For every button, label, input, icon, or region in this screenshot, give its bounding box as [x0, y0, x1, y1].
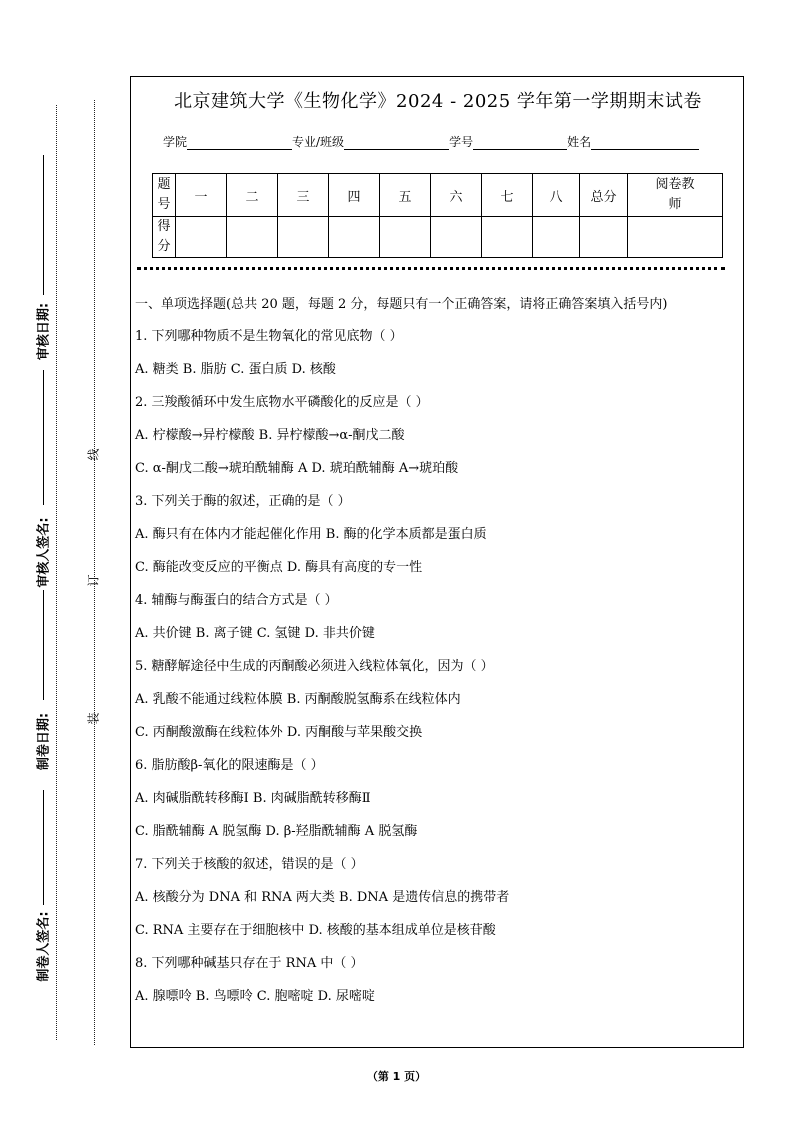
option-line: A. 共价键 B. 离子键 C. 氢键 D. 非共价键 [135, 626, 375, 641]
score-cell[interactable] [533, 217, 580, 258]
column-header: 六 [431, 174, 482, 217]
name-label: 姓名 [567, 135, 592, 149]
column-header: 二 [227, 174, 278, 217]
score-cell[interactable] [380, 217, 431, 258]
total-score-cell[interactable] [580, 217, 628, 258]
name-blank[interactable] [591, 137, 699, 150]
binding-dotted-line-inner [94, 100, 95, 1045]
option-line: A. 核酸分为 DNA 和 RNA 两大类 B. DNA 是遗传信息的携带者 [135, 890, 510, 905]
column-header: 四 [329, 174, 380, 217]
question-number-label: 题号 [153, 174, 176, 217]
paper-maker-signature-blank[interactable] [43, 790, 44, 905]
column-header: 五 [380, 174, 431, 217]
question-content [135, 293, 741, 1018]
student-id-label: 学号 [449, 135, 474, 149]
column-header: 一 [176, 174, 227, 217]
option-line: C. α-酮戊二酸→琥珀酰辅酶 A D. 琥珀酰辅酶 A→琥珀酸 [135, 461, 459, 476]
option-line: A. 乳酸不能通过线粒体膜 B. 丙酮酸脱氢酶系在线粒体内 [135, 692, 461, 707]
option-line: A. 酶只有在体内才能起催化作用 B. 酶的化学本质都是蛋白质 [135, 527, 487, 542]
dotted-separator [137, 267, 725, 270]
student-info-row [163, 133, 699, 150]
score-cell[interactable] [329, 217, 380, 258]
column-header: 三 [278, 174, 329, 217]
option-line: C. 酶能改变反应的平衡点 D. 酶具有高度的专一性 [135, 560, 423, 575]
cut-mark-assemble: 装 [86, 712, 101, 725]
question-line: 7. 下列关于核酸的叙述，错误的是（ ） [135, 857, 364, 872]
review-date-blank[interactable] [43, 155, 44, 295]
option-line: A. 腺嘌呤 B. 鸟嘌呤 C. 胞嘧啶 D. 尿嘧啶 [135, 989, 375, 1004]
paper-date-label: 制卷日期: [36, 712, 52, 771]
option-line: C. 脂酰辅酶 A 脱氢酶 D. β-羟脂酰辅酶 A 脱氢酶 [135, 824, 418, 839]
paper-date-blank[interactable] [43, 590, 44, 700]
option-line: A. 柠檬酸→异柠檬酸 B. 异柠檬酸→α-酮戊二酸 [135, 428, 405, 443]
exam-frame [130, 76, 744, 1048]
score-label: 得分 [153, 217, 176, 258]
grader-header: 阅卷教师 [628, 174, 723, 217]
section-heading: 一、单项选择题(总共 20 题，每题 2 分，每题只有一个正确答案，请将正确答案填入括号内) [135, 297, 668, 312]
college-label: 学院 [163, 135, 188, 149]
question-line: 1. 下列哪种物质不是生物氧化的常见底物（ ） [135, 329, 403, 344]
option-line: A. 糖类 B. 脂肪 C. 蛋白质 D. 核酸 [135, 362, 336, 377]
option-line: C. 丙酮酸激酶在线粒体外 D. 丙酮酸与苹果酸交换 [135, 725, 423, 740]
review-date-label: 审核日期: [36, 302, 52, 361]
student-id-blank[interactable] [473, 137, 567, 150]
column-header: 八 [533, 174, 580, 217]
score-cell[interactable] [431, 217, 482, 258]
score-cell[interactable] [278, 217, 329, 258]
reviewer-signature-label: 审核人签名: [36, 517, 52, 588]
question-line: 3. 下列关于酶的叙述，正确的是（ ） [135, 494, 351, 509]
cut-mark-bind: 订 [86, 574, 101, 587]
page-number: （第 1 页） [366, 1070, 427, 1083]
option-line: C. RNA 主要存在于细胞核中 D. 核酸的基本组成单位是核苷酸 [135, 923, 496, 938]
reviewer-signature-blank[interactable] [43, 370, 44, 505]
college-blank[interactable] [187, 137, 292, 150]
question-line: 4. 辅酶与酶蛋白的结合方式是（ ） [135, 593, 338, 608]
exam-title: 北京建筑大学《生物化学》2024 - 2025 学年第一学期期末试卷 [174, 91, 702, 112]
column-header: 七 [482, 174, 533, 217]
score-table [152, 173, 723, 258]
paper-maker-signature-label: 制卷人签名: [36, 911, 52, 982]
binding-dotted-line-outer [56, 105, 57, 1040]
total-score-header: 总分 [580, 174, 628, 217]
major-class-blank[interactable] [344, 137, 449, 150]
option-line: A. 肉碱脂酰转移酶Ⅰ B. 肉碱脂酰转移酶Ⅱ [135, 791, 371, 806]
score-cell[interactable] [482, 217, 533, 258]
question-line: 6. 脂肪酸β-氧化的限速酶是（ ） [135, 758, 324, 773]
question-line: 2. 三羧酸循环中发生底物水平磷酸化的反应是（ ） [135, 395, 429, 410]
score-cell[interactable] [227, 217, 278, 258]
grader-cell[interactable] [628, 217, 723, 258]
score-cell[interactable] [176, 217, 227, 258]
question-line: 5. 糖酵解途径中生成的丙酮酸必须进入线粒体氧化，因为（ ） [135, 659, 494, 674]
major-class-label: 专业/班级 [292, 135, 345, 149]
cut-mark-line: 线 [86, 448, 101, 461]
question-line: 8. 下列哪种碱基只存在于 RNA 中（ ） [135, 956, 364, 971]
